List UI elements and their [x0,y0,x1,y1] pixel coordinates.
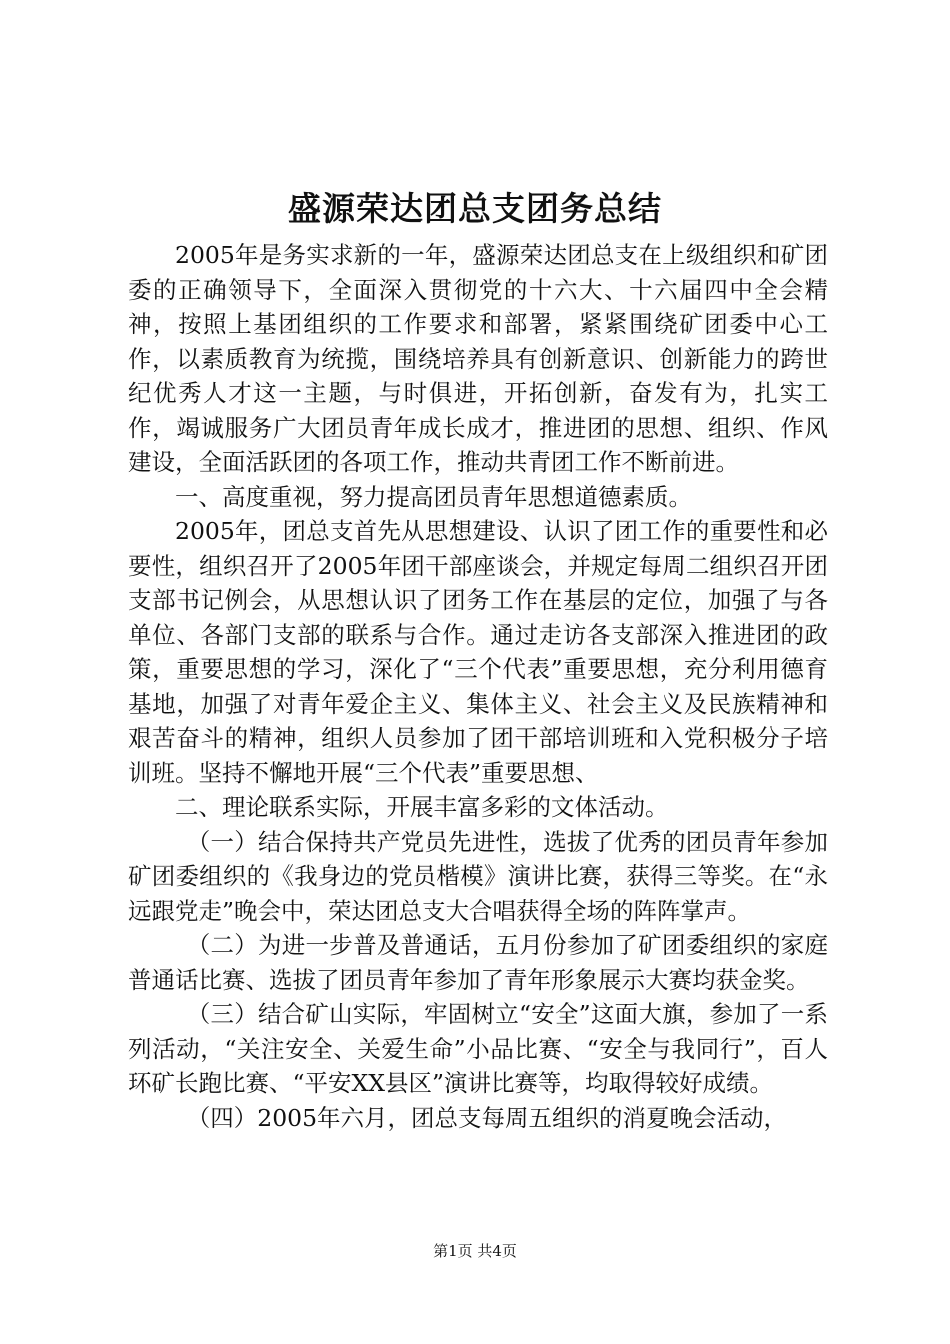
section-1-paragraph: 2005年，团总支首先从思想建设、认识了团工作的重要性和必要性，组织召开了2005年团干部座谈会，并规定每周二组织召开团支部书记例会，从思想认识了团务工作在基层的定位，加强了与各单位、各部门支部的联系与合作。通过走访各支部深入推进团的政策，重要思想的学习，深化了“三个代表”重要思想，充分利用德育基地，加强了对青年爱企主义、集体主义、社会主义及民族精神和艰苦奋斗的精神，组织人员参加了团干部培训班和入党积极分子培训班。坚持不懈地开展“三个代表”重要思想、 [128,517,828,787]
subsection-4-paragraph: （四）2005年六月，团总支每周五组织的消夏晚会活动， [186,1103,788,1132]
subsection-3-paragraph: （三）结合矿山实际，牢固树立“安全”这面大旗，参加了一系列活动，“关注安全、关爱生命”小品比赛、“安全与我同行”，百人环矿长跑比赛、“平安XX县区”演讲比赛等，均取得较好成绩。 [128,1000,828,1097]
subsection-2-paragraph: （二）为进一步普及普通话，五月份参加了矿团委组织的家庭普通话比赛、选拔了团员青年参加了青年形象展示大赛均获金奖。 [128,931,828,994]
document-body [128,238,828,1135]
document-title: 盛源荣达团总支团务总结 [288,189,662,228]
intro-paragraph: 2005年是务实求新的一年，盛源荣达团总支在上级组织和矿团委的正确领导下，全面深入贯彻党的十六大、十六届四中全会精神，按照上基团组织的工作要求和部署，紧紧围绕矿团委中心工作，以素质教育为统揽，围绕培养具有创新意识、创新能力的跨世纪优秀人才这一主题，与时俱进，开拓创新，奋发有为，扎实工作，竭诚服务广大团员青年成长成才，推进团的思想、组织、作风建设，全面活跃团的各项工作，推动共青团工作不断前进。 [128,241,828,476]
section-heading-1: 一、高度重视，努力提高团员青年思想道德素质。 [175,482,692,511]
section-heading-2: 二、理论联系实际，开展丰富多彩的文体活动。 [175,793,669,821]
page-number-footer: 第1页 共4页 [433,1242,517,1260]
subsection-1-paragraph: （一）结合保持共产党员先进性，选拔了优秀的团员青年参加矿团委组织的《我身边的党员楷模》演讲比赛，获得三等奖。在“永远跟党走”晚会中，荣达团总支大合唱获得全场的阵阵掌声。 [128,827,828,925]
